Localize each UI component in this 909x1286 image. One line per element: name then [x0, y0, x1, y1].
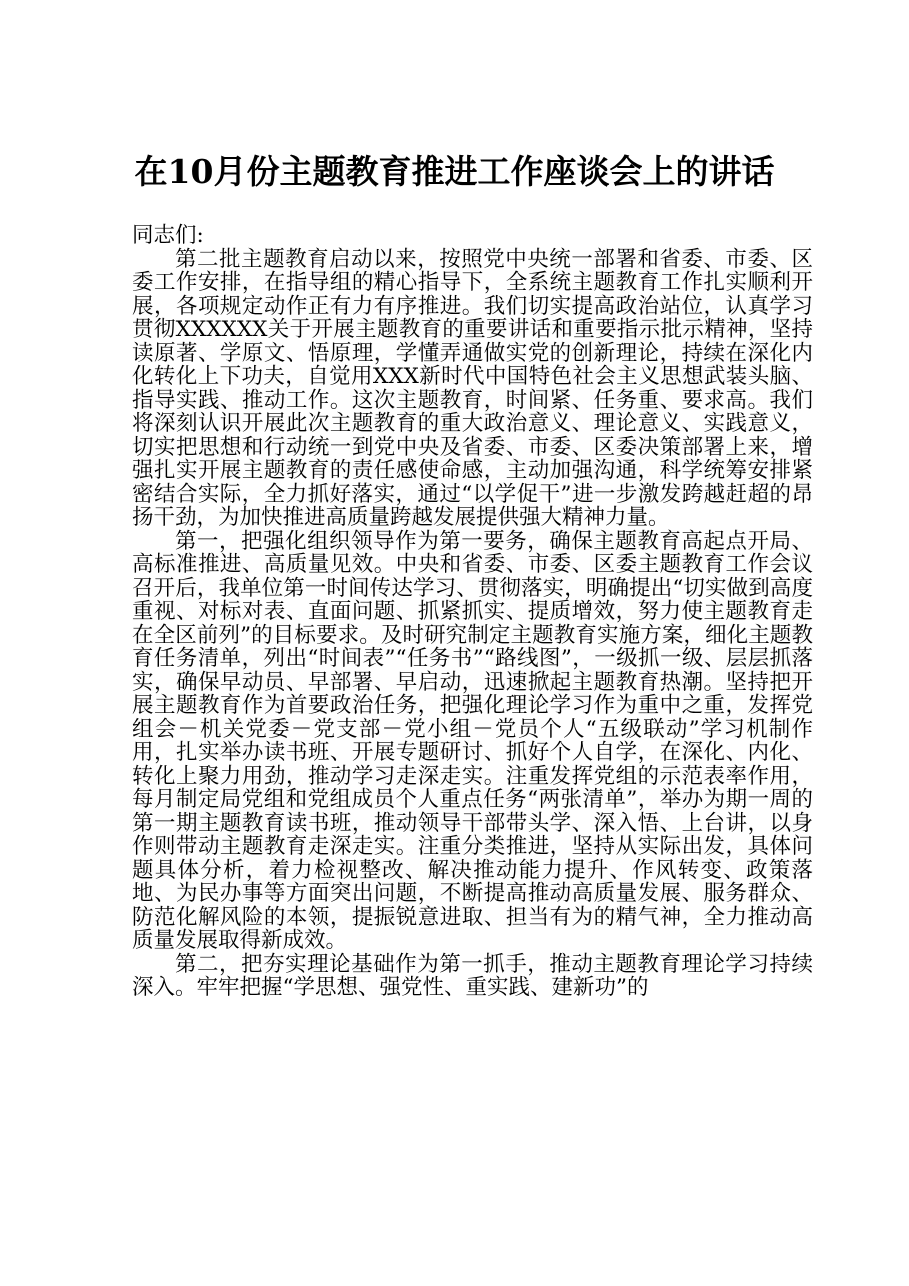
paragraph-second: 第二，把夯实理论基础作为第一抓手，推动主题教育理论学习持续深入。牢牢把握“学思想、强党性、重实践、建新功”的	[132, 951, 813, 1000]
document-body	[132, 224, 813, 1000]
paragraph-first: 第一，把强化组织领导作为第一要务，确保主题教育高起点开局、高标准推进、高质量见效。中央和省委、市委、区委主题教育工作会议召开后，我单位第一时间传达学习、贯彻落实，明确提出“切实做到高度重视、对标对表、直面问题、抓紧抓实、提质增效，努力使主题教育走在全区前列”的目标要求。及时研究制定主题教育实施方案，细化主题教育任务清单，列出“时间表”“任务书”“路线图”，一级抓一级、层层抓落实，确保早动员、早部署、早启动，迅速掀起主题教育热潮。坚持把开展主题教育作为首要政治任务，把强化理论学习作为重中之重，发挥党组会－机关党委－党支部－党小组－党员个人“五级联动”学习机制作用，扎实举办读书班、开展专题研讨、抓好个人自学，在深化、内化、转化上聚力用劲，推动学习走深走实。注重发挥党组的示范表率作用，每月制定局党组和党组成员个人重点任务“两张清单”，举办为期一周的第一期主题教育读书班，推动领导干部带头学、深入悟、上台讲，以身作则带动主题教育走深走实。注重分类推进，坚持从实际出发，具体问题具体分析，着力检视整改、解决推动能力提升、作风转变、政策落地、为民办事等方面突出问题，不断提高推动高质量发展、服务群众、防范化解风险的本领，提振锐意进取、担当有为的精气神，全力推动高质量发展取得新成效。	[132, 528, 813, 953]
salutation: 同志们:	[132, 223, 204, 248]
paragraph-intro: 第二批主题教育启动以来，按照党中央统一部署和省委、市委、区委工作安排，在指导组的精心指导下，全系统主题教育工作扎实顺利开展，各项规定动作正有力有序推进。我们切实提高政治站位，认真学习贯彻XXXXXX关于开展主题教育的重要讲话和重要指示批示精神，坚持读原著、学原文、悟原理，学懂弄通做实党的创新理论，持续在深化内化转化上下功夫，自觉用XXX新时代中国特色社会主义思想武装头脑、指导实践、推动工作。这次主题教育，时间紧、任务重、要求高。我们将深刻认识开展此次主题教育的重大政治意义、理论意义、实践意义，切实把思想和行动统一到党中央及省委、市委、区委决策部署上来，增强扎实开展主题教育的责任感使命感，主动加强沟通，科学统筹安排紧密结合实际，全力抓好落实，通过“以学促干”进一步激发跨越赶超的昂扬干劲，为加快推进高质量跨越发展提供强大精神力量。	[132, 246, 813, 530]
document-title: 在10月份主题教育推进工作座谈会上的讲话	[134, 152, 775, 191]
